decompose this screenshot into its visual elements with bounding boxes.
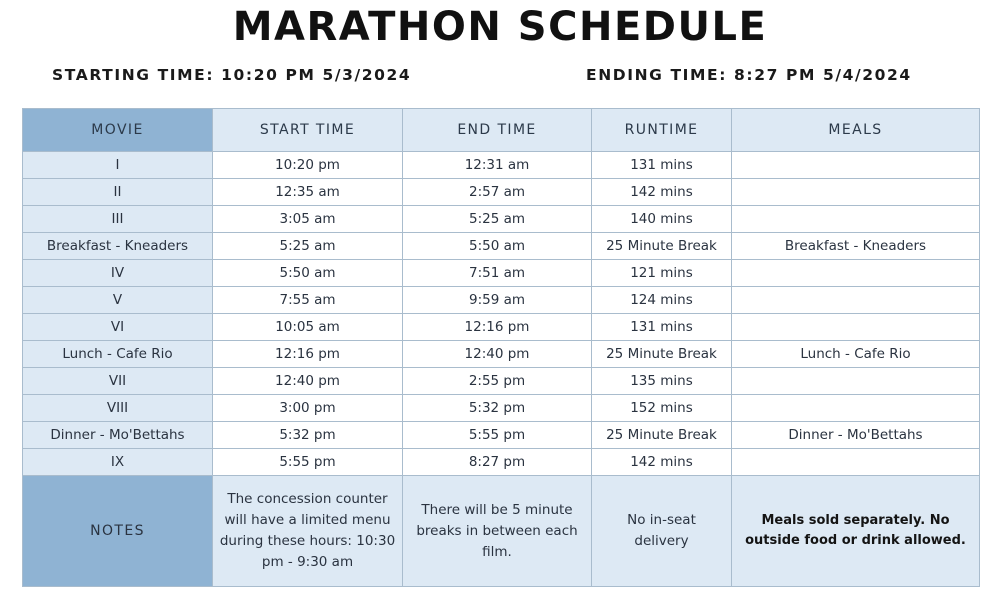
notes-row bbox=[23, 476, 980, 587]
cell-meals bbox=[732, 314, 980, 341]
cell-runtime: 121 mins bbox=[592, 260, 732, 287]
table-row bbox=[23, 395, 980, 422]
table-row bbox=[23, 287, 980, 314]
cell-start-time: 10:20 pm bbox=[213, 152, 403, 179]
cell-start-time: 5:50 am bbox=[213, 260, 403, 287]
table-row bbox=[23, 260, 980, 287]
table-row bbox=[23, 206, 980, 233]
cell-movie: VII bbox=[23, 368, 213, 395]
cell-runtime: 124 mins bbox=[592, 287, 732, 314]
cell-meals: Lunch - Cafe Rio bbox=[732, 341, 980, 368]
table-row bbox=[23, 368, 980, 395]
table-row bbox=[23, 422, 980, 449]
cell-movie: II bbox=[23, 179, 213, 206]
note-breaks: There will be 5 minute breaks in between each film. bbox=[403, 476, 592, 587]
cell-meals bbox=[732, 395, 980, 422]
cell-meals bbox=[732, 179, 980, 206]
cell-runtime: 142 mins bbox=[592, 449, 732, 476]
cell-start-time: 5:32 pm bbox=[213, 422, 403, 449]
header-meals: MEALS bbox=[732, 109, 980, 152]
cell-meals bbox=[732, 368, 980, 395]
cell-meals bbox=[732, 152, 980, 179]
cell-start-time: 5:55 pm bbox=[213, 449, 403, 476]
page-title: MARATHON SCHEDULE bbox=[232, 4, 768, 50]
cell-start-time: 12:40 pm bbox=[213, 368, 403, 395]
table-row bbox=[23, 233, 980, 260]
cell-end-time: 7:51 am bbox=[403, 260, 592, 287]
cell-movie: Breakfast - Kneaders bbox=[23, 233, 213, 260]
cell-movie: Lunch - Cafe Rio bbox=[23, 341, 213, 368]
cell-end-time: 12:31 am bbox=[403, 152, 592, 179]
cell-movie: IX bbox=[23, 449, 213, 476]
header-row bbox=[23, 109, 980, 152]
cell-end-time: 5:32 pm bbox=[403, 395, 592, 422]
cell-runtime: 25 Minute Break bbox=[592, 422, 732, 449]
cell-meals: Breakfast - Kneaders bbox=[732, 233, 980, 260]
cell-movie: III bbox=[23, 206, 213, 233]
cell-meals bbox=[732, 287, 980, 314]
cell-movie: V bbox=[23, 287, 213, 314]
cell-meals bbox=[732, 206, 980, 233]
cell-start-time: 7:55 am bbox=[213, 287, 403, 314]
cell-start-time: 12:16 pm bbox=[213, 341, 403, 368]
header-end-time: END TIME bbox=[403, 109, 592, 152]
schedule-table bbox=[22, 108, 980, 587]
cell-movie: VI bbox=[23, 314, 213, 341]
cell-meals: Dinner - Mo'Bettahs bbox=[732, 422, 980, 449]
cell-movie: VIII bbox=[23, 395, 213, 422]
cell-movie: I bbox=[23, 152, 213, 179]
cell-end-time: 2:57 am bbox=[403, 179, 592, 206]
note-concession: The concession counter will have a limited menu during these hours: 10:30 pm - 9:30 am bbox=[213, 476, 403, 587]
cell-runtime: 131 mins bbox=[592, 314, 732, 341]
table-row bbox=[23, 341, 980, 368]
cell-end-time: 12:40 pm bbox=[403, 341, 592, 368]
cell-runtime: 25 Minute Break bbox=[592, 233, 732, 260]
header-movie: MOVIE bbox=[23, 109, 213, 152]
table-row bbox=[23, 179, 980, 206]
note-meals: Meals sold separately. No outside food or drink allowed. bbox=[732, 476, 980, 587]
cell-start-time: 10:05 am bbox=[213, 314, 403, 341]
table-row bbox=[23, 314, 980, 341]
cell-runtime: 140 mins bbox=[592, 206, 732, 233]
cell-meals bbox=[732, 449, 980, 476]
cell-end-time: 8:27 pm bbox=[403, 449, 592, 476]
cell-end-time: 5:25 am bbox=[403, 206, 592, 233]
notes-label: NOTES bbox=[23, 476, 213, 587]
cell-runtime: 131 mins bbox=[592, 152, 732, 179]
cell-start-time: 3:05 am bbox=[213, 206, 403, 233]
cell-start-time: 12:35 am bbox=[213, 179, 403, 206]
note-delivery: No in-seat delivery bbox=[592, 476, 732, 587]
cell-end-time: 2:55 pm bbox=[403, 368, 592, 395]
cell-end-time: 12:16 pm bbox=[403, 314, 592, 341]
starting-time: STARTING TIME: 10:20 PM 5/3/2024 bbox=[52, 66, 412, 84]
cell-end-time: 9:59 am bbox=[403, 287, 592, 314]
table-row bbox=[23, 449, 980, 476]
cell-runtime: 142 mins bbox=[592, 179, 732, 206]
cell-movie: Dinner - Mo'Bettahs bbox=[23, 422, 213, 449]
cell-start-time: 3:00 pm bbox=[213, 395, 403, 422]
header-start-time: START TIME bbox=[213, 109, 403, 152]
table-row bbox=[23, 152, 980, 179]
cell-runtime: 25 Minute Break bbox=[592, 341, 732, 368]
header-runtime: RUNTIME bbox=[592, 109, 732, 152]
cell-meals bbox=[732, 260, 980, 287]
cell-runtime: 152 mins bbox=[592, 395, 732, 422]
cell-runtime: 135 mins bbox=[592, 368, 732, 395]
cell-end-time: 5:50 am bbox=[403, 233, 592, 260]
ending-time: ENDING TIME: 8:27 PM 5/4/2024 bbox=[586, 66, 912, 84]
cell-end-time: 5:55 pm bbox=[403, 422, 592, 449]
cell-start-time: 5:25 am bbox=[213, 233, 403, 260]
cell-movie: IV bbox=[23, 260, 213, 287]
